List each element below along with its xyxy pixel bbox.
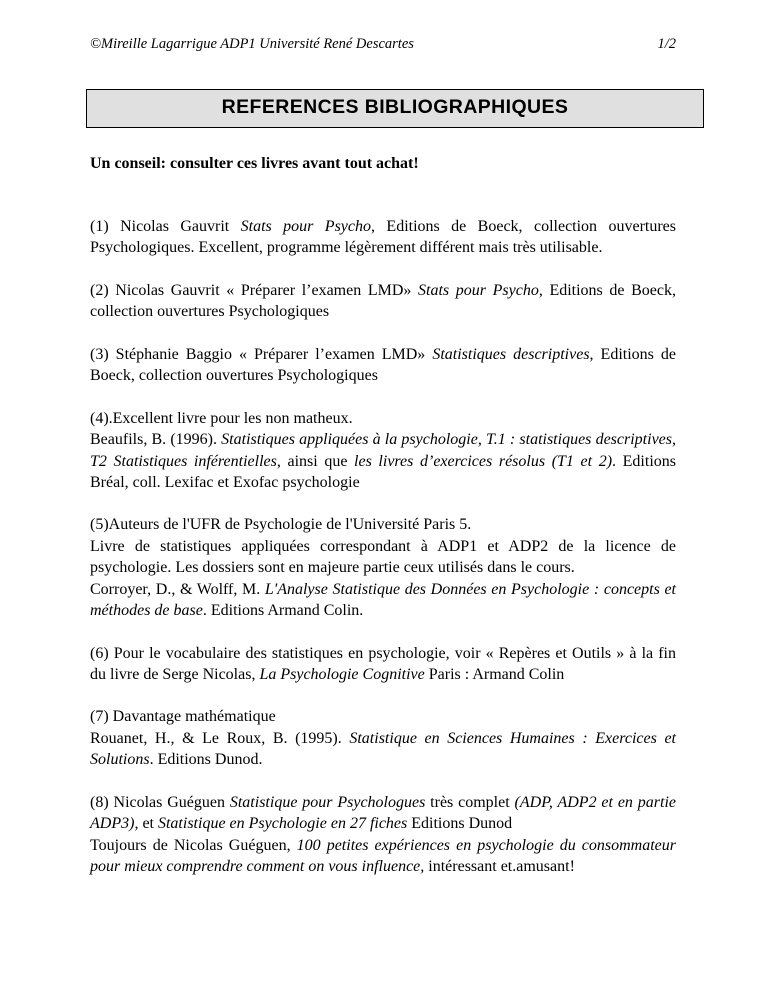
page-header xyxy=(90,36,676,53)
book-title-run: Statistiques descriptives xyxy=(432,345,590,363)
paragraph xyxy=(90,280,676,323)
text-run: , Editions de Boeck, collection ouvertures Psychologiques xyxy=(90,281,677,321)
book-title-run: 100 petites expériences en psychologie du consommateur pour mieux comprendre comment on vous influence, xyxy=(90,836,677,876)
text-run: (8) Nicolas Guéguen xyxy=(90,793,230,811)
text-run: Corroyer, D., & Wolff, M. xyxy=(90,580,265,598)
title-box xyxy=(86,89,704,128)
text-run: (1) Nicolas Gauvrit xyxy=(90,218,241,235)
text-run: . Editions Dunod. xyxy=(149,751,263,769)
advice-text: Un conseil: consulter ces livres avant tout achat! xyxy=(90,155,419,172)
text-run: Livre de statistiques appliquées correspondant à ADP1 et ADP2 de la licence de psychologie. Les dossiers sont en majeure partie ceux utilisés dans le cours. xyxy=(90,537,676,577)
text-run: Paris : Armand Colin xyxy=(424,666,565,683)
paragraph xyxy=(90,408,676,494)
book-title-run: Stats pour Psycho xyxy=(240,218,372,235)
book-title-run: La Psychologie Cognitive xyxy=(259,666,425,683)
text-run: . Editions Armand Colin. xyxy=(202,602,364,620)
text-run: Editions Dunod xyxy=(407,815,513,833)
text-run: (3) Stéphanie Baggio « Préparer l’examen LMD» xyxy=(90,345,433,363)
book-title-run: Statistique en Sciences Humaines : Exercices et Solutions xyxy=(90,729,676,769)
text-run: , Editions de Boeck, collection ouvertures Psychologiques. Excellent, programme légèrement différent mais très utilisable. xyxy=(90,218,676,257)
text-run: , et xyxy=(134,815,158,833)
text-run: (4).Excellent livre pour les non matheux. xyxy=(90,409,353,427)
book-title-run: Statistiques appliquées à la psychologie, T.1 : statistiques descriptives, T2 Statistiques inférentielles xyxy=(90,431,676,470)
text-run: (6) Pour le vocabulaire des statistiques en psychologie, voir « Repères et Outils » à la fin du livre de Serge Nicolas, xyxy=(90,644,676,683)
page-title: REFERENCES BIBLIOGRAPHIQUES xyxy=(221,96,569,118)
text-run: (5)Auteurs de l'UFR de Psychologie de l'Université Paris 5. xyxy=(90,516,472,534)
paragraph xyxy=(90,643,676,686)
book-title-run: Statistique pour Psychologues xyxy=(229,793,426,811)
book-title-run: Stats pour Psycho xyxy=(418,281,539,299)
paragraph xyxy=(90,344,676,387)
book-title-run: L'Analyse Statistique des Données en Psychologie : concepts et méthodes de base xyxy=(90,580,676,620)
text-run: très complet xyxy=(425,793,515,811)
text-run: intéressant et.amusant! xyxy=(424,858,575,876)
text-run: . Editions Bréal, coll. Lexifac et Exofac psychologie xyxy=(90,452,676,491)
paragraph xyxy=(90,514,676,621)
text-run: Beaufils, B. (1996). xyxy=(90,431,222,449)
book-title-run: Statistique en Psychologie en 27 fiches xyxy=(157,815,408,833)
text-run: , ainsi que xyxy=(276,452,355,470)
paragraph xyxy=(90,706,676,770)
page-number: 1/2 xyxy=(657,36,676,52)
text-run: Toujours de Nicolas Guéguen, xyxy=(90,836,297,854)
header-author: ©Mireille Lagarrigue ADP1 Université René Descartes xyxy=(90,36,414,52)
paragraph-list xyxy=(90,216,676,878)
paragraph xyxy=(90,792,676,878)
text-run: Rouanet, H., & Le Roux, B. (1995). xyxy=(90,729,350,747)
book-title-run: les livres d’exercices résolus (T1 et 2) xyxy=(354,452,613,470)
paragraph xyxy=(90,216,676,259)
text-run: , Editions de Boeck, collection ouvertures Psychologiques xyxy=(90,345,677,385)
text-run: (2) Nicolas Gauvrit « Préparer l’examen LMD» xyxy=(90,281,419,299)
book-title-run: (ADP, ADP2 et en partie ADP3) xyxy=(90,793,676,833)
text-run: (7) Davantage mathématique xyxy=(90,708,276,726)
